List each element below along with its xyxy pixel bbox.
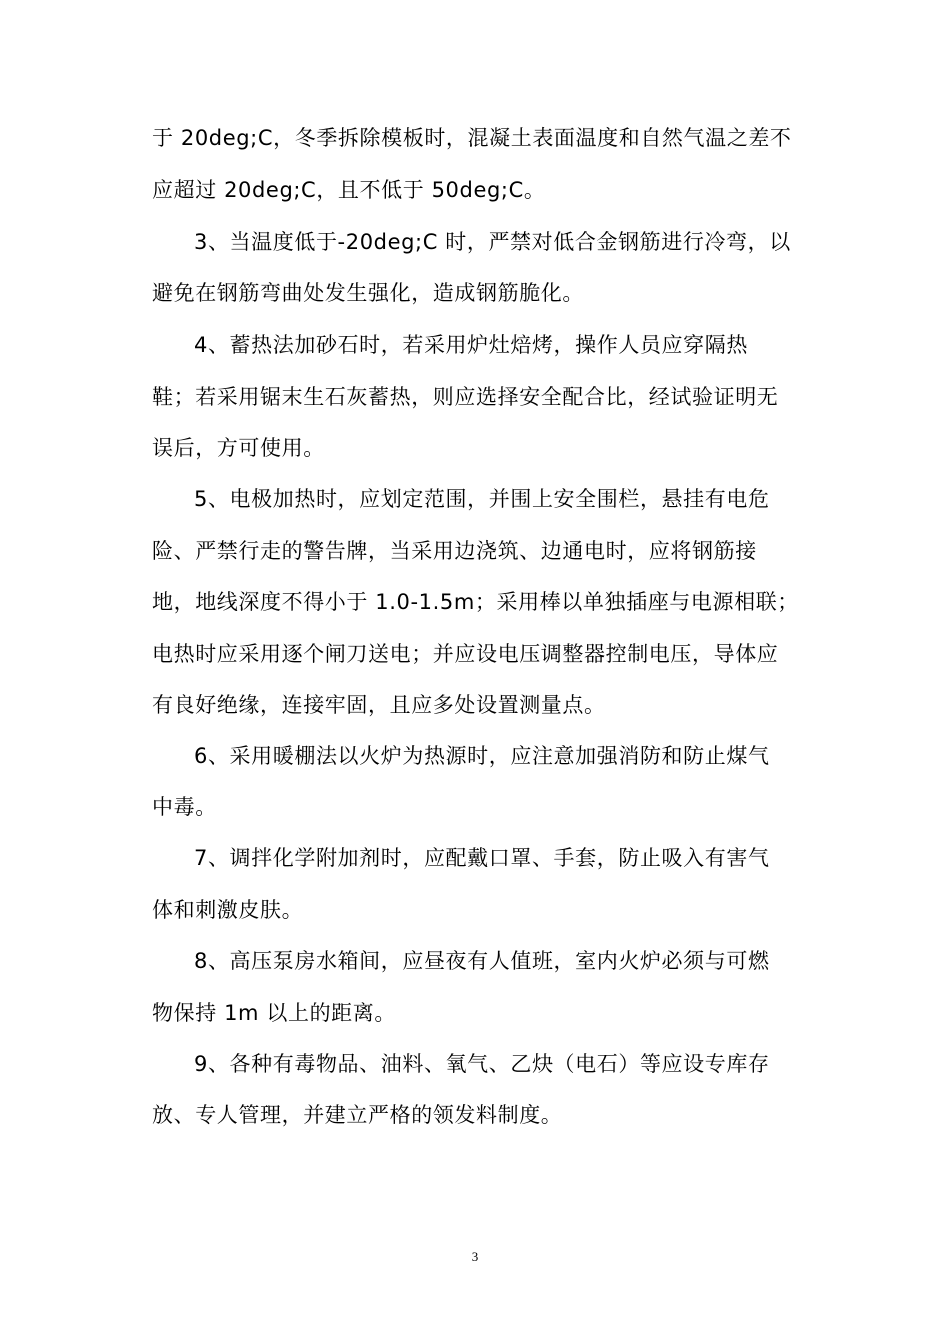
body-text-line: 中毒。 <box>152 795 217 819</box>
body-text-line: 体和刺激皮肤。 <box>152 898 304 922</box>
body-text-line: 3、当温度低于-20deg;C 时，严禁对低合金钢筋进行冷弯，以 <box>194 230 791 254</box>
body-text-line: 鞋；若采用锯末生石灰蓄热，则应选择安全配合比，经试验证明无 <box>152 385 779 409</box>
body-text-line: 应超过 20deg;C，且不低于 50deg;C。 <box>152 178 546 202</box>
body-text-line: 险、严禁行走的警告牌，当采用边浇筑、边通电时，应将钢筋接 <box>152 539 757 563</box>
body-text-line: 8、高压泵房水箱间，应昼夜有人值班，室内火炉必须与可燃 <box>194 949 770 973</box>
page-number: 3 <box>471 1249 479 1264</box>
body-text-line: 9、各种有毒物品、油料、氧气、乙炔（电石）等应设专库存 <box>194 1052 770 1076</box>
body-text-line: 电热时应采用逐个闸刀送电；并应设电压调整器控制电压，导体应 <box>152 642 779 666</box>
body-text-line: 7、调拌化学附加剂时，应配戴口罩、手套，防止吸入有害气 <box>194 846 770 870</box>
body-text-line: 误后，方可使用。 <box>152 436 325 460</box>
body-text-line: 6、采用暖棚法以火炉为热源时，应注意加强消防和防止煤气 <box>194 744 770 768</box>
body-text-line: 5、电极加热时，应划定范围，并围上安全围栏，悬挂有电危 <box>194 487 770 511</box>
body-text-line: 地，地线深度不得小于 1.0-1.5m；采用棒以单独插座与电源相联； <box>152 590 799 614</box>
body-text-line: 物保持 1m 以上的距离。 <box>152 1001 396 1025</box>
body-text-line: 避免在钢筋弯曲处发生强化，造成钢筋脆化。 <box>152 281 584 305</box>
body-text-line: 4、蓄热法加砂石时，若采用炉灶焙烤，操作人员应穿隔热 <box>194 333 748 357</box>
body-text-line: 放、专人管理，并建立严格的领发料制度。 <box>152 1103 563 1127</box>
body-text-line: 于 20deg;C，冬季拆除模板时，混凝土表面温度和自然气温之差不 <box>152 126 792 150</box>
body-text-line: 有良好绝缘，连接牢固，且应多处设置测量点。 <box>152 693 606 717</box>
